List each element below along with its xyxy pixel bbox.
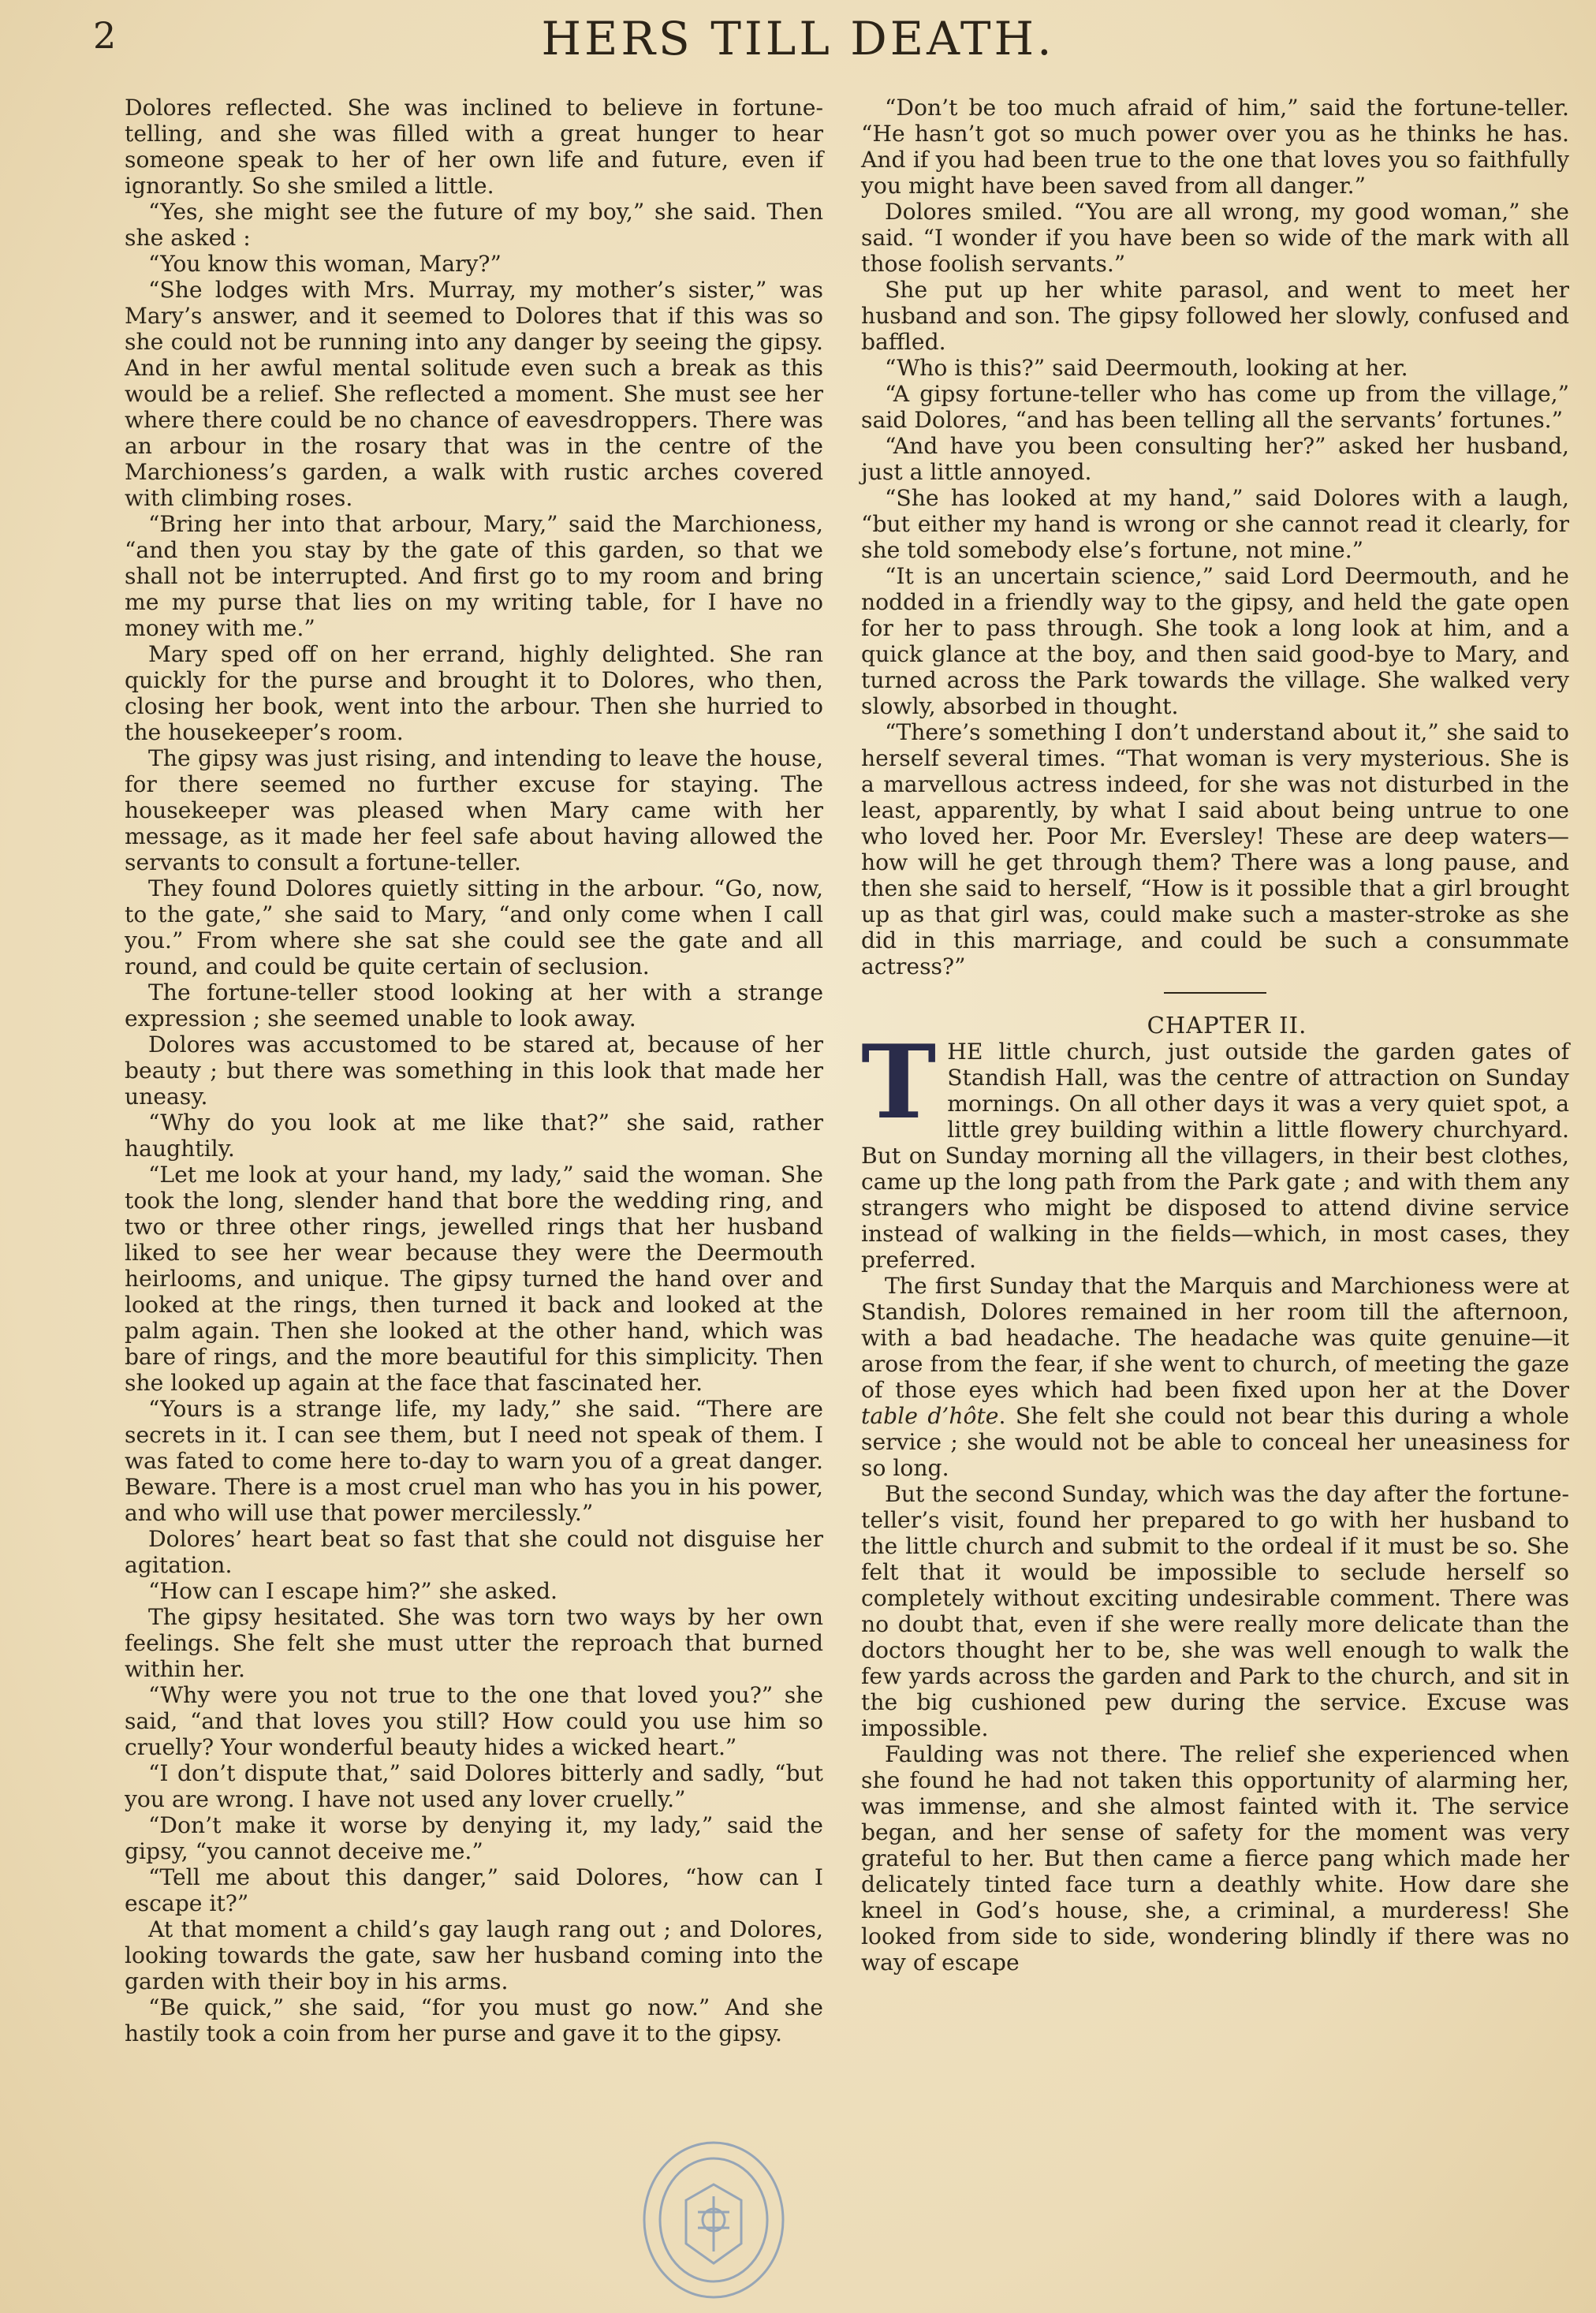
paragraph: “Why were you not true to the one that loved you?” she said, “and that loves you still? How could you use him so cruelly? Your wonderful beauty hides a wicked heart.” [125, 1682, 823, 1760]
chapter-heading: CHAPTER II. [1147, 1012, 1307, 1039]
section-divider [1164, 992, 1266, 994]
paragraph: “And have you been consulting her?” asked her husband, just a little annoyed. [861, 433, 1569, 485]
paragraph [861, 1273, 1569, 1481]
paragraph: Dolores was accustomed to be stared at, because of her beauty ; but there was something in this look that made her uneasy. [125, 1032, 823, 1110]
paragraph: “Why do you look at me like that?” she said, rather haughtily. [125, 1110, 823, 1162]
right-column [861, 95, 1569, 1975]
paragraph: Dolores reflected. She was inclined to believe in fortune-telling, and she was filled with a great hunger to hear someone speak to her of her own life and future, even if ignorantly. So she smiled a little. [125, 95, 823, 199]
italic-phrase: table d’hôte [861, 1403, 999, 1429]
paragraph: “Bring her into that arbour, Mary,” said the Marchioness, “and then you stay by the gate of this garden, so that we shall not be interrupted. And first go to my room and bring me my purse that lies on my writing table, for I have no money with me.” [125, 511, 823, 641]
paragraph: “Tell me about this danger,” said Dolores, “how can I escape it?” [125, 1864, 823, 1916]
paragraph-text: HE little church, just outside the garden gates of Standish Hall, was the centre of attraction on Sunday mornings. On all other days it was a very quiet spot, a little grey building within a little flowery churchyard. But on Sunday morning all the villagers, in their best clothes, came up the long path from the Park gate ; and with them any strangers who might be disposed to attend divine service instead of walking in the fields—which, in most cases, they preferred. [861, 1039, 1569, 1273]
paragraph: Dolores’ heart beat so fast that she could not disguise her agitation. [125, 1526, 823, 1578]
paragraph: “Yes, she might see the future of my boy,” she said. Then she asked : [125, 199, 823, 251]
paragraph: The fortune-teller stood looking at her with a strange expression ; she seemed unable to look away. [125, 979, 823, 1032]
paragraph: “Don’t be too much afraid of him,” said the fortune-teller. “He hasn’t got so much power over you as he thinks he has. And if you had been true to the one that loves you so faithfully you might have been saved from all danger.” [861, 95, 1569, 199]
paragraph: “There’s something I don’t understand about it,” she said to herself several times. “That woman is very mysterious. She is a marvellous actress indeed, for she was not disturbed in the least, apparently, by what I said about being untrue to one who loved her. Poor Mr. Eversley! These are deep waters—how will he get through them? There was a long pause, and then she said to herself, “How is it possible that a girl brought up as that girl was, could make such a master-stroke as she did in this marriage, and could be such a consummate actress?” [861, 719, 1569, 979]
paragraph: “Let me look at your hand, my lady,” said the woman. She took the long, slender hand that bore the wedding ring, and two or three other rings, jewelled rings that her husband liked to see her wear because they were the Deermouth heirlooms, and unique. The gipsy turned the hand over and looked at the rings, then turned it back and looked at the palm again. Then she looked at the other hand, which was bare of rings, and the more beautiful for this simplicity. Then she looked up again at the face that fascinated her. [125, 1162, 823, 1396]
paragraph: The gipsy hesitated. She was torn two ways by her own feelings. She felt she must utter the reproach that burned within her. [125, 1604, 823, 1682]
page-number: 2 [93, 14, 117, 57]
drop-cap: T [861, 1024, 937, 1142]
paragraph: “How can I escape him?” she asked. [148, 1578, 557, 1604]
paragraph-text: . She felt she could not bear this during a whole service ; she would not be able to conceal her uneasiness for so long. [861, 1403, 1569, 1481]
paragraph: They found Dolores quietly sitting in the arbour. “Go, now, to the gate,” she said to Mary, “and only come when I call you.” From where she sat she could see the gate and all round, and could be quite certain of seclusion. [125, 875, 823, 979]
paragraph: Mary sped off on her errand, highly delighted. She ran quickly for the purse and brought it to Dolores, who then, closing her book, went into the arbour. Then she hurried to the housekeeper’s room. [125, 641, 823, 745]
paragraph: “Yours is a strange life, my lady,” she said. “There are secrets in it. I can see them, but I need not speak of them. I was fated to come here to-day to warn you of a great danger. Beware. There is a most cruel man who has you in his power, and who will use that power mercilessly.” [125, 1396, 823, 1526]
paragraph: But the second Sunday, which was the day after the fortune-teller’s visit, found her prepared to go with her husband to the little church and submit to the ordeal if it must be so. She felt that it would be impossible to seclude herself so completely without exciting undesirable comment. There was no doubt that, even if she were really more delicate than the doctors thought her to be, she was well enough to walk the few yards across the garden and Park to the church, and sit in the big cushioned pew during the service. Excuse was impossible. [861, 1481, 1569, 1741]
paragraph: “I don’t dispute that,” said Dolores bitterly and sadly, “but you are wrong. I have not used any lover cruelly.” [125, 1760, 823, 1812]
paragraph: “You know this woman, Mary?” [148, 251, 502, 277]
paragraph-text: The first Sunday that the Marquis and Marchioness were at Standish, Dolores remained in her room till the afternoon, with a bad headache. The headache was quite genuine—it arose from the fear, if she went to church, of meeting the gaze of those eyes which had been fixed upon her at the Dover [861, 1273, 1569, 1403]
paragraph: Faulding was not there. The relief she experienced when she found he had not taken this opportunity of alarming her, was immense, and she almost fainted with it. The service began, and her sense of safety for the moment was very grateful to her. But then came a fierce pang which made her delicately tinted face turn a deathly white. How dare she kneel in God’s house, she, a criminal, a murderess! She looked from side to side, wondering blindly if there was no way of escape [861, 1741, 1569, 1975]
paragraph: “Be quick,” she said, “for you must go now.” And she hastily took a coin from her purse and gave it to the gipsy. [125, 1994, 823, 2046]
paragraph: The gipsy was just rising, and intending to leave the house, for there seemed no further excuse for staying. The housekeeper was pleased when Mary came with her message, as it made her feel safe about having allowed the servants to consult a fortune-teller. [125, 745, 823, 875]
paragraph: At that moment a child’s gay laugh rang out ; and Dolores, looking towards the gate, saw her husband coming into the garden with their boy in his arms. [125, 1916, 823, 1994]
paragraph: “Don’t make it worse by denying it, my lady,” said the gipsy, “you cannot deceive me.” [125, 1812, 823, 1864]
page-header [0, 6, 1596, 69]
paragraph: “It is an uncertain science,” said Lord Deermouth, and he nodded in a friendly way to the gipsy, and held the gate open for her to pass through. She took a long look at him, and a quick glance at the boy, and then said good-bye to Mary, and turned across the Park towards the village. She walked very slowly, absorbed in thought. [861, 563, 1569, 719]
running-title: HERS TILL DEATH. [541, 12, 1055, 65]
left-column [125, 95, 823, 2046]
paragraph: “She lodges with Mrs. Murray, my mother’s sister,” was Mary’s answer, and it seemed to Dolores that if this was so she could not be running into any danger by seeing the gipsy. And in her awful mental solitude even such a break as this would be a relief. She reflected a moment. She must see her where there could be no chance of eavesdroppers. There was an arbour in the rosary that was in the centre of the Marchioness’s garden, a walk with rustic arches covered with climbing roses. [125, 277, 823, 511]
paragraph: “She has looked at my hand,” said Dolores with a laugh, “but either my hand is wrong or she cannot read it clearly, for she told somebody else’s fortune, not mine.” [861, 485, 1569, 563]
paragraph: “A gipsy fortune-teller who has come up from the village,” said Dolores, “and has been telling all the servants’ fortunes.” [861, 381, 1569, 433]
library-stamp-icon [639, 2137, 789, 2303]
paragraph: “Who is this?” said Deermouth, looking at her. [885, 355, 1408, 381]
paragraph: She put up her white parasol, and went to meet her husband and son. The gipsy followed her slowly, confused and baffled. [861, 277, 1569, 355]
paragraph: Dolores smiled. “You are all wrong, my good woman,” she said. “I wonder if you have been so wide of the mark with all those foolish servants.” [861, 199, 1569, 277]
